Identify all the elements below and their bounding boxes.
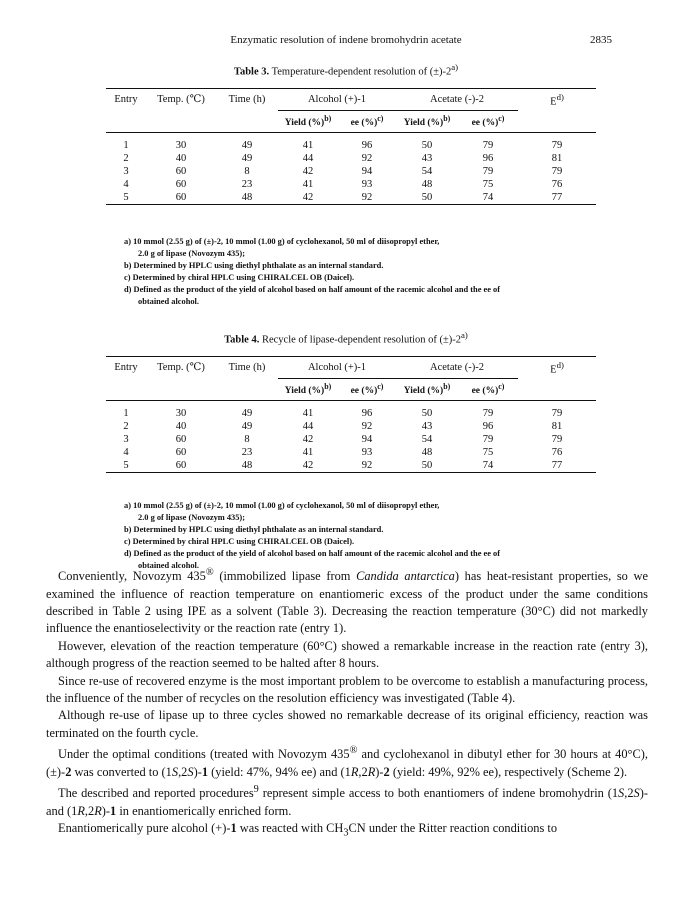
footnote-b: b) Determined by HPLC using diethyl phthalate as an internal standard. (124, 261, 384, 270)
body-text (46, 564, 648, 842)
col-e-label: E (550, 364, 557, 376)
col-yield-alcohol: Yield (%)$^{b)}$ (278, 379, 338, 401)
paragraph-2: However, elevation of the reaction temperature (60°C) showed a remarkable increase in the reaction rate (entry 3), although progress of the reaction seemed to be halted after 8 hours. (46, 638, 648, 671)
footnote-d-cont: obtained alcohol. (138, 561, 199, 570)
col-ee-acetate: ee (%)$^{c)}$ (458, 111, 518, 133)
col-e-sup: d) (556, 360, 564, 370)
paragraph-3: Since re-use of recovered enzyme is the most important problem to be overcome to establish a manufacturing process, the influence of the number of recycles on the resolution efficiency was investigated (Table 4). (46, 673, 648, 705)
table-row: 5 60 48 42 92 50 74 77 (106, 459, 596, 473)
table-3-caption (0, 62, 692, 78)
col-e-label: E (550, 96, 557, 108)
table-3-label: Table 3. (233, 66, 270, 78)
paragraph-4: Although re-use of lipase up to three cycles showed no remarkable decrease of its original efficiency, reaction was terminated on the fourth cycle. (46, 708, 648, 740)
table-row: 2 40 49 44 92 43 96 81 (123, 153, 563, 164)
table-row: 1 30 49 41 96 50 79 79 (123, 140, 563, 151)
col-ee-acetate: ee (%)$^{c)}$ (458, 379, 518, 401)
table-row: 3 60 8 42 94 54 79 79 (123, 434, 563, 445)
col-alcohol: Alcohol (+)-1 (278, 89, 396, 111)
table-4 (106, 356, 596, 473)
table-3 (106, 88, 596, 205)
table-4-title-sup: a) (461, 330, 468, 340)
table-row: 2 40 49 44 92 43 96 81 (123, 421, 563, 432)
col-ee-alcohol: ee (%)$^{c)}$ (338, 111, 396, 133)
table-row: 4 60 23 41 93 48 75 76 (123, 179, 563, 190)
table-4-header-row (106, 357, 596, 379)
page-number: 2835 (590, 34, 612, 46)
table-4-subheader-row (106, 379, 596, 401)
footnote-b: b) Determined by HPLC using diethyl phthalate as an internal standard. (124, 525, 384, 534)
col-entry: Entry (106, 89, 146, 111)
col-temp: Temp. (℃) (146, 357, 216, 379)
table-3-title: Temperature-dependent resolution of (±)-2 (271, 66, 452, 78)
footnote-c: c) Determined by chiral HPLC using CHIRALCEL OB (Daicel). (124, 537, 355, 546)
running-title: Enzymatic resolution of indene bromohydrin acetate (230, 34, 462, 46)
col-yield-acetate: Yield (%)$^{b)}$ (396, 379, 458, 401)
col-acetate: Acetate (-)-2 (396, 357, 518, 379)
col-yield-alcohol: Yield (%)$^{b)}$ (278, 111, 338, 133)
table-3-footnotes (124, 236, 584, 308)
table-4-caption (0, 330, 692, 346)
table-3-header-row (106, 89, 596, 111)
table-row: 5 60 48 42 92 50 74 77 (106, 191, 596, 205)
page-header (0, 34, 692, 48)
footnote-a: a) 10 mmol (2.55 g) of (±)-2, 10 mmol (1.00 g) of cyclohexanol, 50 ml of diisopropyl ether, (124, 501, 440, 510)
paragraph-1: Conveniently, Novozym 435® (immobilized lipase from Candida antarctica) has heat-resistant properties, so we examined the influence of reaction temperature on enantiomeric excess of the product under the same conditions described in Table 2 using IPE as a solvent (Table 3). Decreasing the reaction temperature (30°C) did not markedly influence the enantioselectivity or the reaction rate (entry 1). (46, 567, 648, 636)
footnote-d: d) Defined as the product of the yield of alcohol based on half amount of the racemic alcohol and the ee of (124, 285, 501, 294)
footnote-a-cont: 2.0 g of lipase (Novozym 435); (138, 249, 245, 258)
table-3-title-sup: a) (451, 62, 459, 72)
col-e (518, 89, 596, 111)
footnote-c: c) Determined by chiral HPLC using CHIRALCEL OB (Daicel). (124, 273, 355, 282)
paragraph-7: Enantiomerically pure alcohol (+)-1 was reacted with $CH_3CN$ under the Ritter reaction conditions to (58, 821, 558, 839)
table-3-subheader-row (106, 111, 596, 133)
col-e (518, 357, 596, 379)
col-alcohol: Alcohol (+)-1 (278, 357, 396, 379)
col-e-sup: d) (556, 92, 564, 102)
col-yield-acetate: Yield (%)$^{b)}$ (396, 111, 458, 133)
footnote-a: a) 10 mmol (2.55 g) of (±)-2, 10 mmol (1.00 g) of cyclohexanol, 50 ml of diisopropyl ether, (124, 237, 440, 246)
table-4-title: Recycle of lipase-dependent resolution of (±)-2 (261, 334, 462, 346)
footnote-a-cont: 2.0 g of lipase (Novozym 435); (138, 513, 245, 522)
col-time: Time (h) (216, 89, 278, 111)
paragraph-5: Under the optimal conditions (treated with Novozym 435® and cyclohexanol in dibutyl ether for 30 hours at 40°C), (±)-2 was converted to (1S,2S)-1 (yield: 47%, 94% ee) and (1R,2R)-2 (yield: 49%, 92% ee), respectively (Scheme 2). (46, 745, 648, 779)
col-time: Time (h) (216, 357, 278, 379)
table-row: 3 60 8 42 94 54 79 79 (123, 166, 563, 177)
col-acetate: Acetate (-)-2 (396, 89, 518, 111)
col-temp: Temp. (℃) (146, 89, 216, 111)
table-4-footnotes (124, 500, 584, 572)
table-4-label: Table 4. (224, 334, 260, 346)
table-row: 4 60 23 41 93 48 75 76 (123, 447, 563, 458)
col-ee-alcohol: ee (%)$^{c)}$ (338, 379, 396, 401)
paragraph-6: The described and reported procedures$^9$ represent simple access to both enantiomers of indene bromohydrin (1S,2S)- and (1R,2R)-1 in enantiomerically enriched form. (46, 784, 648, 818)
table-row: 1 30 49 41 96 50 79 79 (123, 408, 563, 419)
footnote-d: d) Defined as the product of the yield of alcohol based on half amount of the racemic alcohol and the ee of (124, 549, 501, 558)
footnote-d-cont: obtained alcohol. (138, 297, 199, 306)
col-entry: Entry (106, 357, 146, 379)
